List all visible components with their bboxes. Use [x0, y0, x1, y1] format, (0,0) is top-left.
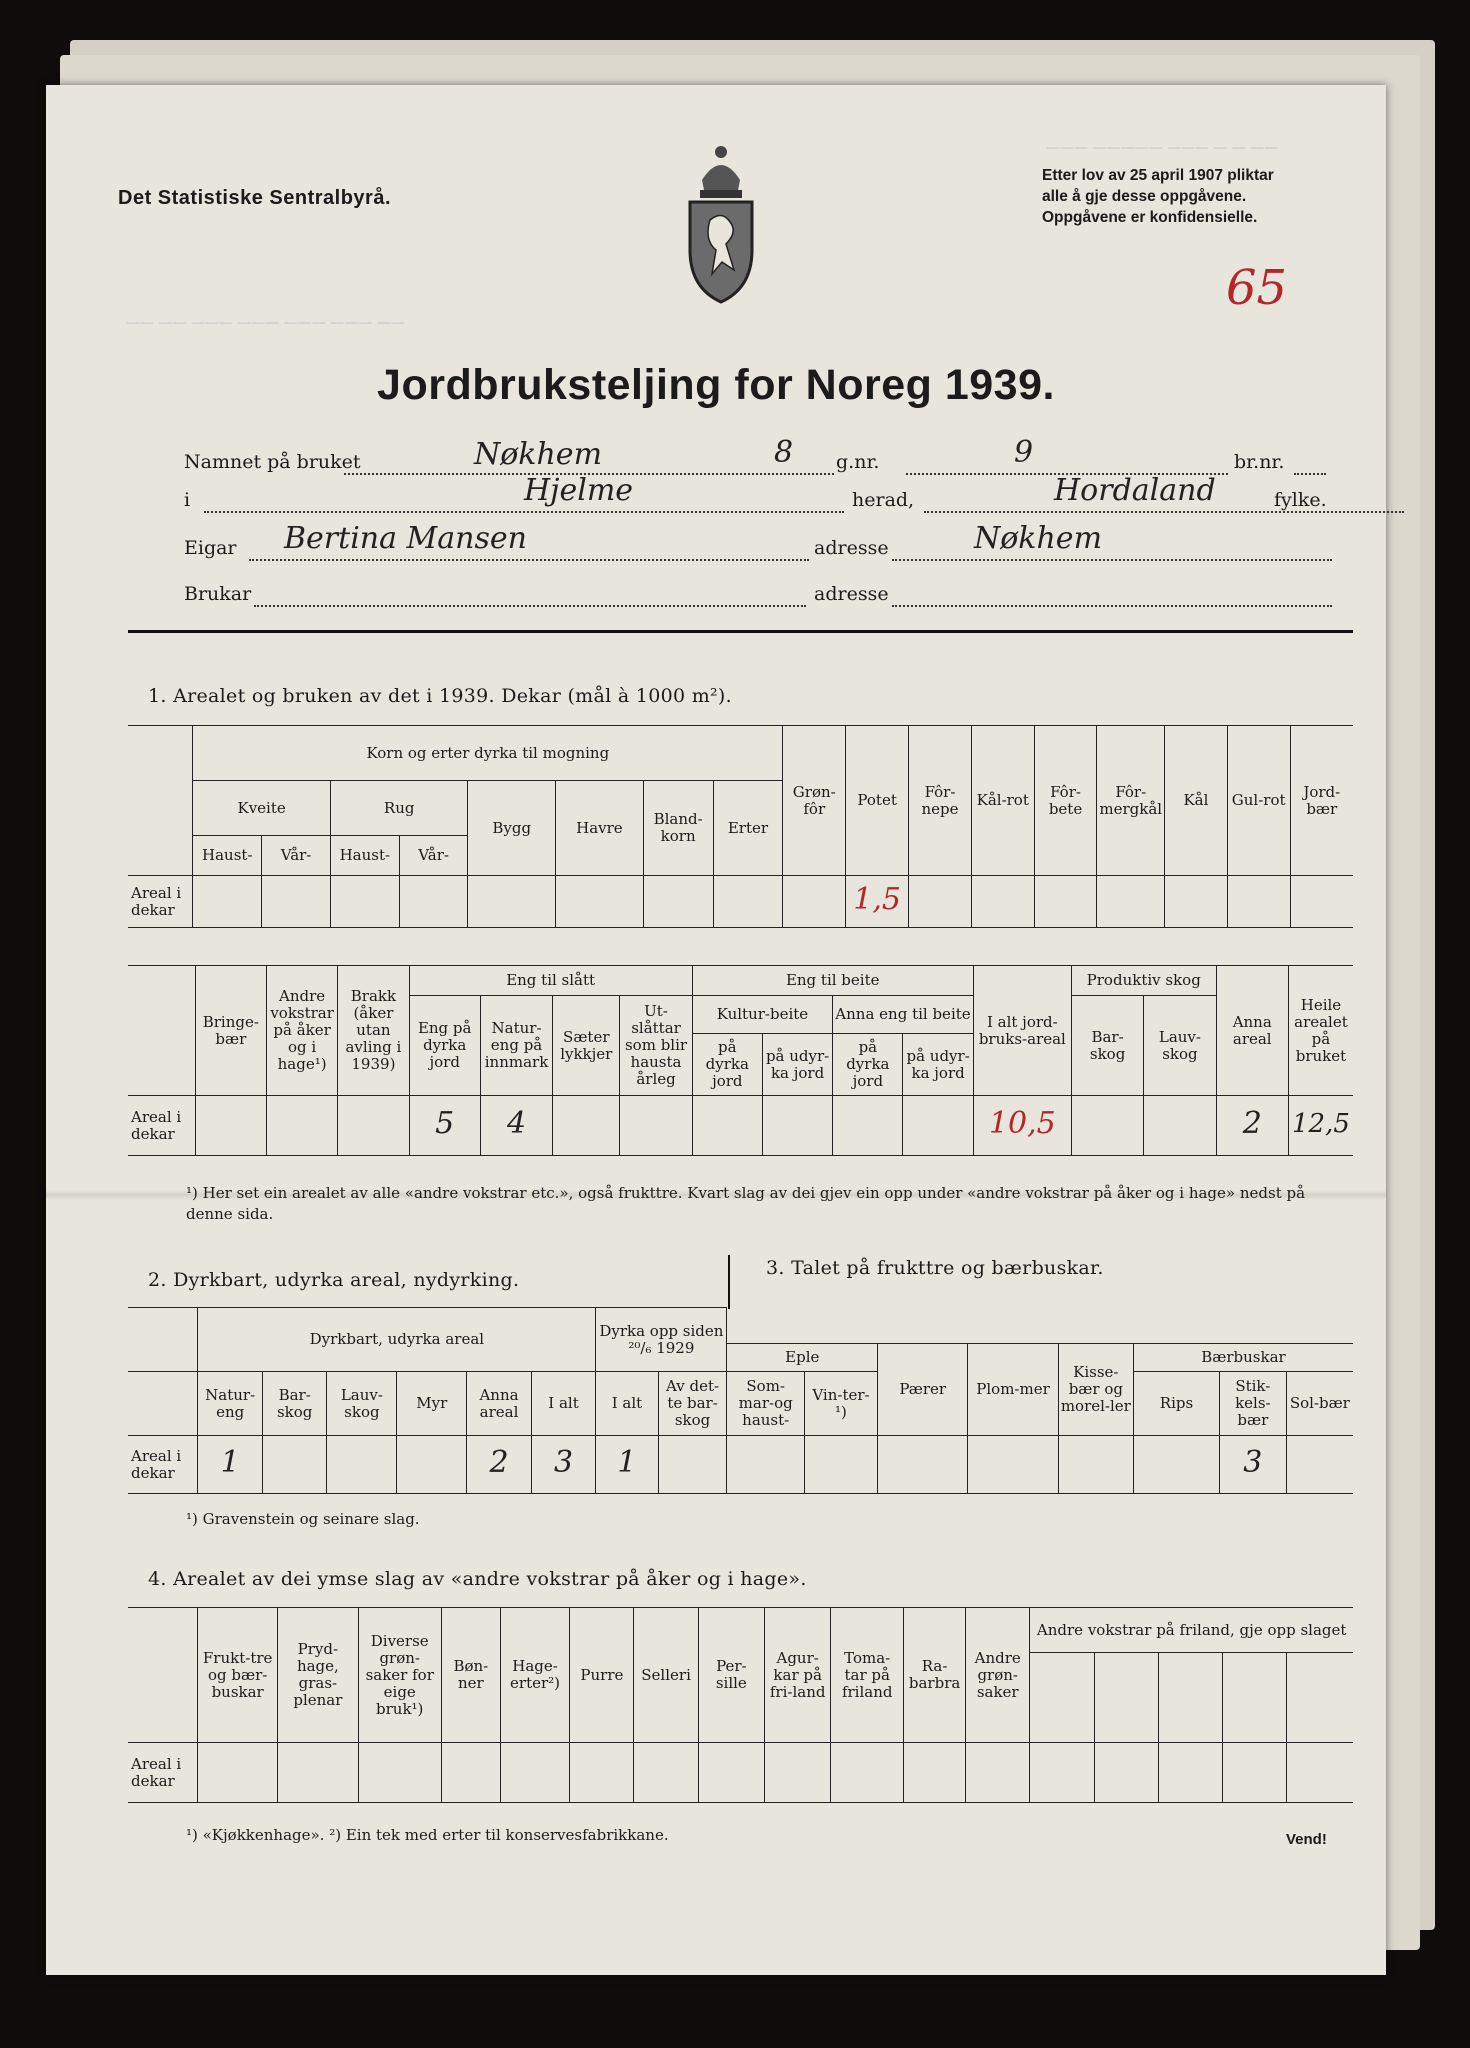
col-persille: Per-sille [698, 1608, 764, 1743]
col-barskog: Bar-skog [262, 1372, 327, 1436]
cell[interactable] [878, 1436, 968, 1494]
cell[interactable] [266, 1096, 337, 1156]
col-barskog: Bar-skog [1071, 996, 1143, 1096]
label-brukar: Brukar [184, 583, 252, 605]
cell[interactable] [804, 1436, 877, 1494]
bureau-name: Det Statistiske Sentralbyrå. [118, 187, 391, 209]
label-namnet: Namnet på bruket [184, 451, 361, 473]
label-gnr: g.nr. [836, 451, 880, 473]
cell-slag[interactable] [1094, 1653, 1158, 1743]
section4-footnote: ¹) «Kjøkkenhage». ²) Ein tek med erter til konservesfabrikkane. [186, 1826, 669, 1844]
col-rabarbra: Ra-barbra [904, 1608, 966, 1743]
cell[interactable] [556, 876, 644, 928]
divider [128, 630, 1353, 633]
col-diverse: Diverse grøn-saker for eige bruk¹) [358, 1608, 441, 1743]
value-natureng: 4 [506, 1105, 527, 1141]
value-i-alt: 10,5 [988, 1105, 1056, 1141]
col-purre: Purre [570, 1608, 634, 1743]
header-eng-slatt: Eng til slått [409, 966, 692, 996]
header-baerbuskar: Bærbuskar [1133, 1344, 1353, 1372]
cell[interactable] [1030, 1743, 1094, 1803]
col-anna-dyrka: på dyrka jord [833, 1034, 903, 1096]
cell[interactable] [553, 1096, 620, 1156]
section2-footnote: ¹) Gravenstein og seinare slag. [186, 1510, 420, 1528]
cell[interactable] [1286, 1436, 1353, 1494]
label-i: i [184, 489, 191, 511]
cell[interactable] [1094, 1743, 1158, 1803]
cell-i-alt[interactable] [531, 1436, 596, 1494]
value-brnr[interactable]: 9 [1014, 435, 1034, 470]
col-paerer: Pærer [878, 1344, 968, 1436]
cell-slag[interactable] [1158, 1653, 1222, 1743]
label-brnr: br.nr. [1234, 451, 1285, 473]
cell-eng-dyrka[interactable] [409, 1096, 480, 1156]
col-myr: Myr [397, 1372, 467, 1436]
cell[interactable] [904, 1743, 966, 1803]
cell[interactable] [658, 1436, 727, 1494]
cell[interactable] [643, 876, 713, 928]
col-prydhage: Pryd-hage, gras-plenar [278, 1608, 358, 1743]
law-notice-line: alle å gje desse oppgåvene. [1042, 188, 1247, 205]
coat-of-arms-icon [682, 140, 760, 305]
field-row-herad [184, 473, 1339, 519]
col-lauvskog: Lauv-skog [1144, 996, 1216, 1096]
col-eng-dyrka: Eng på dyrka jord [409, 996, 480, 1096]
cell[interactable] [278, 1743, 358, 1803]
col-kisse: Kisse-bær og morel-ler [1058, 1344, 1133, 1436]
cell[interactable] [727, 1436, 804, 1494]
cell[interactable] [620, 1096, 692, 1156]
col-solbaer: Sol-bær [1286, 1372, 1353, 1436]
cell[interactable] [1133, 1436, 1219, 1494]
col-lauvskog: Lauv-skog [327, 1372, 397, 1436]
cell[interactable] [698, 1743, 764, 1803]
col-kultur-udyrka: på udyr-ka jord [762, 1034, 832, 1096]
section1-footnote: ¹) Her set ein arealet av alle «andre vokstrar etc.», også frukttre. Kvart slag av dei gjev ein opp under «andre vokstrar på åker og i hage» nedst på denne sida. [186, 1184, 1306, 1223]
col-andre-gronsaker: Andre grøn-saker [966, 1608, 1030, 1743]
header-eng-beite: Eng til beite [692, 966, 973, 996]
cell[interactable] [1222, 1743, 1286, 1803]
cell[interactable] [262, 876, 331, 928]
header-dyrkbart: Dyrkbart, udyrka areal [198, 1308, 596, 1372]
cell[interactable] [692, 1096, 762, 1156]
cell[interactable] [1144, 1096, 1216, 1156]
cell[interactable] [634, 1743, 698, 1803]
header-dyrka-opp: Dyrka opp siden ²⁰/₆ 1929 [596, 1308, 727, 1372]
col-vinter: Vin-ter-¹) [804, 1372, 877, 1436]
value-dyrka-ialt: 1 [617, 1444, 637, 1480]
cell-slag[interactable] [1287, 1653, 1353, 1743]
label-eigar: Eigar [184, 537, 237, 559]
cell[interactable] [713, 876, 783, 928]
cell[interactable] [783, 876, 846, 928]
cell[interactable] [903, 1096, 973, 1156]
cell-anna-areal[interactable] [1216, 1096, 1288, 1156]
section-divider [728, 1255, 730, 1309]
col-tomatar: Toma-tar på friland [831, 1608, 904, 1743]
col-potet: Potet [846, 726, 909, 876]
cell[interactable] [1058, 1436, 1133, 1494]
col-plommer: Plom-mer [968, 1344, 1058, 1436]
col-stikkels: Stik-kels-bær [1220, 1372, 1287, 1436]
cell-anna-areal[interactable] [467, 1436, 532, 1494]
col-dyrka-barskog: Av det-te bar-skog [658, 1372, 727, 1436]
bleed-through: ——— ————— ——— — — —— [1046, 140, 1279, 156]
col-rug-haust: Haust- [330, 836, 399, 876]
col-havre: Havre [556, 781, 644, 876]
section1-table-a [128, 725, 1353, 928]
col-i-alt: I alt jord-bruks-areal [973, 966, 1071, 1096]
cell-heile[interactable] [1288, 1096, 1353, 1156]
cell[interactable] [909, 876, 972, 928]
col-bringebaer: Bringe-bær [195, 966, 266, 1096]
corner-number: 65 [1226, 260, 1288, 316]
col-rug-vaar: Vår- [399, 836, 468, 876]
value-adresse[interactable]: Nøkhem [974, 521, 1103, 556]
value-i-alt: 3 [553, 1444, 574, 1480]
value-eng-dyrka: 5 [435, 1105, 455, 1141]
col-fornepe: Fôr-nepe [909, 726, 972, 876]
value-fylke[interactable]: Hordaland [1054, 473, 1216, 508]
col-bygg: Bygg [468, 781, 556, 876]
cell[interactable] [399, 876, 468, 928]
header-kulturbeite: Kultur-beite [692, 996, 833, 1034]
cell[interactable] [441, 1743, 500, 1803]
bleed-through: —— —— ——— ——— ——— ——— —— [126, 315, 405, 331]
col-jordbaer: Jord-bær [1290, 726, 1353, 876]
col-dyrka-ialt: I alt [596, 1372, 658, 1436]
row-label-areal: Areal i dekar [128, 1743, 198, 1803]
header-produktiv-skog: Produktiv skog [1071, 966, 1216, 996]
cell[interactable] [1158, 1743, 1222, 1803]
col-erter: Erter [713, 781, 783, 876]
cell-i-alt[interactable] [973, 1096, 1071, 1156]
section1-heading: 1. Arealet og bruken av det i 1939. Dekar (mål à 1000 m²). [148, 685, 732, 707]
cell-slag[interactable] [1030, 1653, 1094, 1743]
col-kal: Kål [1165, 726, 1228, 876]
value-namnet[interactable]: Nøkhem [474, 437, 603, 472]
law-notice-line: Etter lov av 25 april 1907 pliktar [1042, 167, 1274, 184]
col-kultur-dyrka: på dyrka jord [692, 1034, 762, 1096]
row-label-areal: Areal i dekar [128, 1436, 198, 1494]
cell-natureng[interactable] [480, 1096, 552, 1156]
value-potet: 1,5 [853, 881, 901, 917]
col-natureng: Natur-eng på innmark [480, 996, 552, 1096]
cell[interactable] [1287, 1743, 1353, 1803]
value-natureng: 1 [220, 1444, 240, 1480]
cell[interactable] [831, 1743, 904, 1803]
cell[interactable] [968, 1436, 1058, 1494]
col-selleri: Selleri [634, 1608, 698, 1743]
field-row-eigar [184, 521, 1339, 567]
law-notice [1042, 165, 1372, 228]
cell[interactable] [833, 1096, 903, 1156]
col-saeter: Sæter lykkjer [553, 996, 620, 1096]
value-herad[interactable]: Hjelme [524, 473, 634, 508]
cell[interactable] [397, 1436, 467, 1494]
value-eigar[interactable]: Bertina Mansen [284, 521, 527, 556]
col-blandkorn: Bland-korn [643, 781, 713, 876]
value-heile: 12,5 [1292, 1108, 1350, 1139]
value-stikkels: 3 [1243, 1444, 1263, 1480]
col-anna-areal: Anna areal [1216, 966, 1288, 1096]
vend-note: Vend! [1286, 1831, 1327, 1848]
row-label-areal: Areal i dekar [128, 876, 193, 928]
header-eple: Eple [727, 1344, 878, 1372]
header-andre-friland: Andre vokstrar på friland, gje opp slaget [1030, 1608, 1353, 1653]
value-gnr[interactable]: 8 [774, 435, 794, 470]
col-hageerter: Hage-erter²) [500, 1608, 570, 1743]
cell[interactable] [1165, 876, 1228, 928]
col-kalrot: Kål-rot [971, 726, 1034, 876]
cell-potet[interactable] [846, 876, 909, 928]
cell[interactable] [762, 1096, 832, 1156]
col-bonner: Bøn-ner [441, 1608, 500, 1743]
cell[interactable] [765, 1743, 831, 1803]
cell[interactable] [193, 876, 262, 928]
section4-heading: 4. Arealet av dei ymse slag av «andre vokstrar på åker og i hage». [148, 1568, 807, 1590]
header-rug: Rug [330, 781, 468, 836]
header-korn: Korn og erter dyrka til mogning [193, 726, 783, 781]
label-fylke: fylke. [1274, 489, 1327, 511]
col-kveite-vaar: Vår- [262, 836, 331, 876]
cell[interactable] [1034, 876, 1097, 928]
value-anna-areal: 2 [489, 1444, 509, 1480]
cell[interactable] [468, 876, 556, 928]
cell[interactable] [1227, 876, 1290, 928]
header-kveite: Kveite [193, 781, 331, 836]
col-formergkal: Fôr-mergkål [1097, 726, 1165, 876]
cell[interactable] [500, 1743, 570, 1803]
cell-dyrka-ialt[interactable] [596, 1436, 658, 1494]
section4-table [128, 1607, 1353, 1803]
cell-stikkels[interactable] [1220, 1436, 1287, 1494]
cell-natureng[interactable] [198, 1436, 263, 1494]
value-anna-areal: 2 [1242, 1105, 1262, 1141]
col-agurkar: Agur-kar på fri-land [765, 1608, 831, 1743]
cell[interactable] [358, 1743, 441, 1803]
col-anna-areal: Anna areal [467, 1372, 532, 1436]
col-kveite-haust: Haust- [193, 836, 262, 876]
col-andre-vokstrar: Andre vokstrar på åker og i hage¹) [266, 966, 337, 1096]
section3-heading: 3. Talet på frukttre og bærbuskar. [766, 1257, 1104, 1279]
cell[interactable] [262, 1436, 327, 1494]
cell[interactable] [338, 1096, 409, 1156]
section2-3-table [128, 1307, 1353, 1494]
cell[interactable] [1071, 1096, 1143, 1156]
cell[interactable] [1097, 876, 1165, 928]
form-title: Jordbruksteljing for Noreg 1939. [377, 361, 1055, 409]
col-sommar: Som-mar-og haust- [727, 1372, 804, 1436]
row-label-areal: Areal i dekar [128, 1096, 195, 1156]
col-heile: Heile arealet på bruket [1288, 966, 1353, 1096]
col-forbete: Fôr-bete [1034, 726, 1097, 876]
col-rips: Rips [1133, 1372, 1219, 1436]
col-utslattar: Ut-slåttar som blir hausta årleg [620, 996, 692, 1096]
label-herad: herad, [852, 489, 915, 511]
col-natureng: Natur-eng [198, 1372, 263, 1436]
label-brukar-adresse: adresse [814, 583, 889, 605]
cell[interactable] [195, 1096, 266, 1156]
cell-slag[interactable] [1222, 1653, 1286, 1743]
census-form-page [46, 85, 1386, 1975]
cell[interactable] [570, 1743, 634, 1803]
col-brakk: Brakk (åker utan avling i 1939) [338, 966, 409, 1096]
col-anna-udyrka: på udyr-ka jord [903, 1034, 973, 1096]
col-frukttre: Frukt-tre og bær-buskar [198, 1608, 278, 1743]
cell[interactable] [198, 1743, 278, 1803]
cell[interactable] [1290, 876, 1353, 928]
cell[interactable] [330, 876, 399, 928]
label-adresse: adresse [814, 537, 889, 559]
cell[interactable] [966, 1743, 1030, 1803]
col-gulrot: Gul-rot [1227, 726, 1290, 876]
law-notice-line: Oppgåvene er konfidensielle. [1042, 209, 1258, 226]
col-i-alt: I alt [531, 1372, 596, 1436]
cell[interactable] [971, 876, 1034, 928]
section2-heading: 2. Dyrkbart, udyrka areal, nydyrking. [148, 1269, 520, 1291]
section1-table-b [128, 965, 1353, 1156]
field-row-brukar [184, 579, 1339, 613]
col-gronfor: Grøn-fôr [783, 726, 846, 876]
cell[interactable] [327, 1436, 397, 1494]
header-anna-eng: Anna eng til beite [833, 996, 974, 1034]
